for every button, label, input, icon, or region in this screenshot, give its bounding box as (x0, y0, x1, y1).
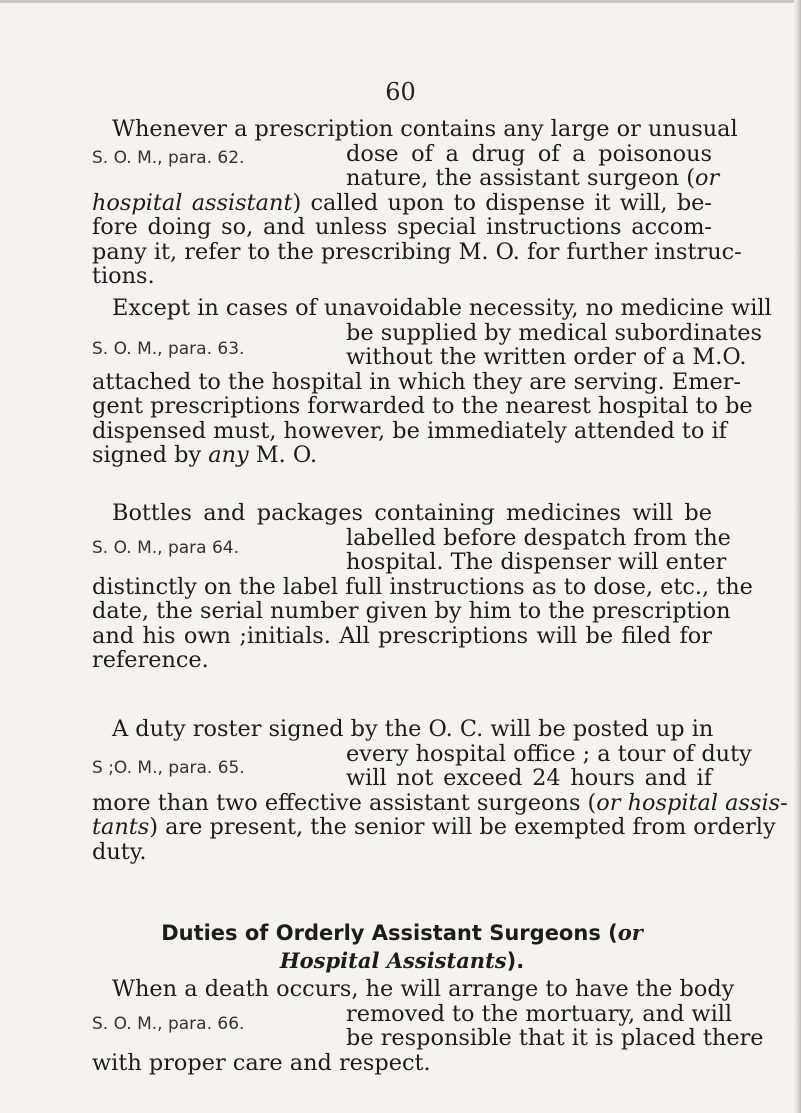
paragraph-62 (92, 116, 742, 289)
page-number: 60 (385, 78, 416, 106)
page-top-edge (0, 0, 801, 3)
heading-line-1: Duties of Orderly Assistant Surgeons (or (161, 920, 643, 945)
text-line: When a death occurs, he will arrange to have the body (112, 976, 735, 1002)
text-line: hospital. The dispenser will enter (346, 549, 727, 575)
text-line: and his own ;initials. All prescriptions will be filed for (92, 622, 712, 649)
margin-ref-para-62: S. O. M., para. 62. (92, 148, 245, 168)
text-line: without the written order of a M.O. (346, 344, 747, 370)
text-line: gent prescriptions forwarded to the nearest hospital to be (92, 393, 753, 419)
text-line: with proper care and respect. (92, 1049, 431, 1076)
page-right-edge (794, 0, 801, 1113)
text-line: tants) are present, the senior will be exempted from orderly (92, 814, 776, 840)
text-line: hospital assistant) called upon to dispense it will, be- (92, 189, 712, 216)
paragraph-66 (92, 976, 764, 1076)
text-line: dose of a drug of a poisonous (346, 140, 712, 167)
heading-line-2: Hospital Assistants). (279, 948, 525, 973)
margin-ref-para-63: S. O. M., para. 63. (92, 339, 245, 359)
text-line: dispensed must, however, be immediately attended to if (92, 417, 727, 444)
text-line: every hospital office ; a tour of duty (346, 740, 752, 767)
margin-ref-para-66: S. O. M., para. 66. (92, 1014, 245, 1034)
text-line: duty. (92, 838, 147, 865)
text-line: Whenever a prescription contains any large or unusual (112, 116, 738, 142)
margin-ref-para-65: S ;O. M., para. 65. (92, 758, 245, 778)
text-line: be supplied by medical subordinates (346, 319, 762, 346)
text-line: attached to the hospital in which they are serving. Emer- (92, 368, 741, 395)
text-line: distinctly on the label full instructions as to dose, etc., the (92, 573, 753, 600)
text-line: be responsible that it is placed there (346, 1025, 764, 1051)
section-heading (92, 919, 712, 975)
paragraph-65 (92, 716, 788, 865)
text-line: tions. (92, 263, 155, 289)
text-line: reference. (92, 647, 209, 673)
text-line: labelled before despatch from the (346, 524, 731, 551)
text-line: Bottles and packages containing medicines will be (112, 500, 712, 526)
text-line: will not exceed 24 hours and if (346, 765, 712, 791)
text-line: date, the serial number given by him to the prescription (92, 598, 731, 624)
paragraph-63 (92, 295, 772, 468)
margin-ref-para-64: S. O. M., para 64. (92, 538, 240, 558)
text-line: Except in cases of unavoidable necessity, no medicine will (112, 295, 772, 321)
text-line: signed by any M. O. (92, 442, 318, 468)
text-line: pany it, refer to the prescribing M. O. for further instruc- (92, 238, 742, 265)
text-line: fore doing so, and unless special instructions accom- (92, 214, 712, 240)
text-line: removed to the mortuary, and will (346, 1000, 733, 1027)
paragraph-64 (92, 500, 753, 673)
text-line: nature, the assistant surgeon (or (346, 165, 720, 191)
text-line: more than two effective assistant surgeons (or hospital assis- (92, 789, 788, 816)
text-line: A duty roster signed by the O. C. will be posted up in (112, 716, 714, 742)
